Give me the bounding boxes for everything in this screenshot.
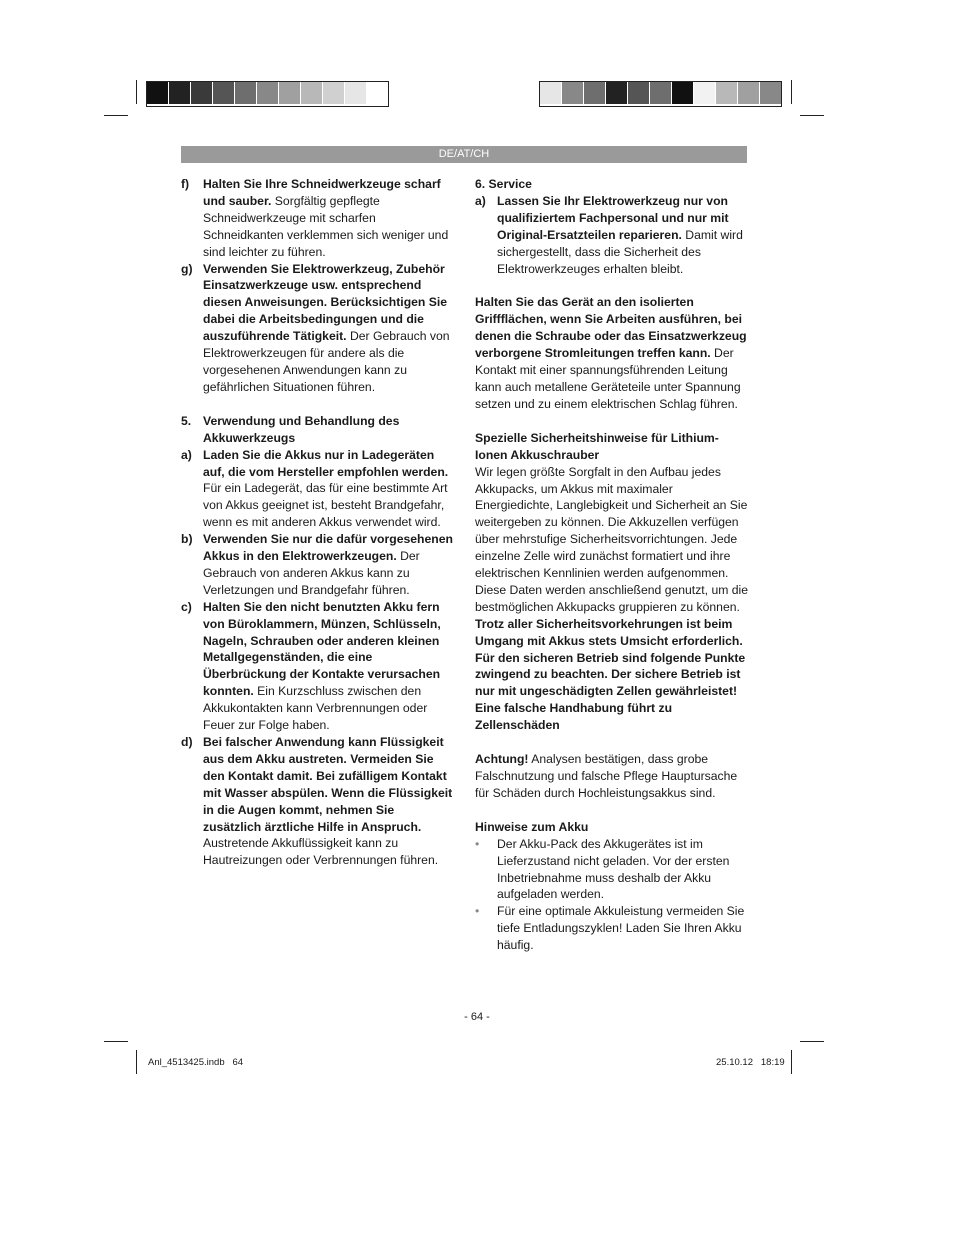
paragraph-bold: Halten Sie das Gerät an den isolierten Griffflächen, wenn Sie Arbeiten ausführen, bei denen die Schraube oder das Einsatzwerkzeug verborgene Stromleitungen treffen kann.	[475, 295, 747, 361]
item-label: c)	[181, 599, 192, 614]
crop-mark	[800, 115, 824, 116]
bullet-text: Der Akku-Pack des Akkugerätes ist im Lieferzustand nicht geladen. Vor der ersten Inbetriebnahme muss deshalb der Akku aufgeladen werden.	[497, 836, 730, 902]
paragraph-text: Wir legen größte Sorgfalt in den Aufbau jedes Akkupacks, um Akkus mit maximaler Energiedichte, Langlebigkeit und Sicherheit an Sie weitergeben zu können. Die Akkuzellen verfügen über mehrstufige Sicherheitsvorrichtungen. Jede einzelne Zelle wird zunächst formatiert und ihre elektrischen Kennlinien werden aufgenommen. Diese Daten werden anschließend genutzt, um die bestmöglichen Akkupacks gruppieren zu können.	[475, 464, 749, 614]
item-text: Ein Kurzschluss zwischen den Akkukontakten kann Verbrennungen oder Feuer zur Folge haben.	[203, 684, 428, 733]
crop-mark	[791, 1050, 792, 1074]
section-heading	[181, 413, 453, 447]
list-item	[181, 261, 453, 396]
list-item	[475, 903, 749, 954]
item-text: Für ein Ladegerät, das für eine bestimmte Art von Akkus geeignet ist, besteht Brandgefahr, wenn es mit anderen Akkus verwendet wird.	[203, 481, 448, 530]
paragraph-bold: Trotz aller Sicherheitsvorkehrungen ist beim Umgang mit Akkus stets Umsicht erforderlich. Für den sicheren Betrieb sind folgende Punkte zwingend zu beachten. Der sichere Betrieb ist nur mit ungeschädigten Zellen gewährleistet! Eine falsche Handhabung führt zu Zellenschäden	[475, 616, 746, 733]
item-label: g)	[181, 261, 193, 276]
page-number: - 64 -	[464, 1011, 490, 1023]
paragraph-text: Der Kontakt mit einer spannungsführenden Leitung kann auch metallene Geräteteile unter Spannung setzen und zu einem elektrischen Schlag führen.	[475, 346, 741, 411]
paragraph	[475, 751, 749, 802]
list-item	[181, 531, 453, 599]
item-bold: Halten Sie den nicht benutzten Akku fern von Büroklammern, Münzen, Schlüsseln, Nageln, Schrauben oder anderen kleinen Metallgegenständen, die eine Überbrückung der Kontakte verursachen konnten.	[203, 599, 441, 699]
bullet-icon: •	[475, 836, 480, 851]
item-bold: Verwenden Sie Elektrowerkzeug, Zubehör Einsatzwerkzeuge usw. entsprechend diesen Anweisungen. Berücksichtigen Sie dabei die Arbeitsbedingungen und die auszuführende Tätigkeit.	[203, 261, 448, 344]
list-item	[181, 176, 453, 261]
crop-mark	[136, 80, 137, 104]
bullet-icon: •	[475, 904, 480, 919]
paragraph-text: Analysen bestätigen, dass grobe Falschnutzung und falsche Pflege Hauptursache für Schäden durch Hochleistungsakkus sind.	[475, 752, 738, 800]
color-bar-left	[146, 81, 389, 107]
crop-mark	[136, 1050, 137, 1074]
item-label: f)	[181, 177, 190, 191]
left-column	[181, 176, 453, 869]
section-title: 6. Service	[475, 177, 532, 191]
item-text: Der Gebrauch von anderen Akkus kann zu Verletzungen und Brandgefahr führen.	[203, 549, 420, 597]
section-number: 5.	[181, 413, 192, 428]
section-title: Verwendung und Behandlung des Akkuwerkzeugs	[203, 413, 400, 445]
item-label: b)	[181, 532, 193, 547]
item-bold: Lassen Sie Ihr Elektrowerkzeug nur von qualifiziertem Fachpersonal und nur mit Original-Ersatzteilen reparieren.	[497, 193, 729, 242]
item-label: d)	[181, 735, 193, 749]
footer-file: Anl_4513425.indb 64	[148, 1057, 244, 1068]
item-label: a)	[475, 193, 486, 208]
color-bar-right	[539, 81, 782, 107]
list-item	[475, 193, 749, 278]
paragraph	[475, 294, 749, 412]
item-text: Sorgfältig gepflegte Schneidwerkzeuge mit scharfen Schneidkanten verklemmen sich weniger und sind leichter zu führen.	[203, 193, 449, 259]
item-text: Der Gebrauch von Elektrowerkzeugen für andere als die vorgesehenen Anwendungen kann zu gefährlichen Situationen führen.	[203, 329, 450, 394]
item-text: Austretende Akkuflüssigkeit kann zu Hautreizungen oder Verbrennungen führen.	[203, 836, 439, 868]
subheading: Hinweise zum Akku	[475, 819, 589, 834]
item-text: Damit wird sichergestellt, dass die Sicherheit des Elektrowerkzeuges erhalten bleibt.	[497, 227, 743, 276]
list-item	[181, 447, 453, 532]
paragraph-bold: Achtung!	[475, 752, 529, 767]
item-label: a)	[181, 447, 192, 462]
subheading: Spezielle Sicherheitshinweise für Lithium-Ionen Akkuschrauber	[475, 430, 719, 462]
crop-mark	[104, 1041, 128, 1042]
list-item	[475, 836, 749, 904]
paragraph	[475, 464, 749, 735]
item-bold: Bei falscher Anwendung kann Flüssigkeit aus dem Akku austreten. Vermeiden Sie den Kontakt damit. Bei zufälligem Kontakt mit Wasser abspülen. Wenn die Flüssigkeit in die Augen kommt, nehmen Sie zusätzlich ärztliche Hilfe in Anspruch.	[203, 735, 453, 834]
crop-mark	[791, 80, 792, 104]
item-bold: Laden Sie die Akkus nur in Ladegeräten auf, die vom Hersteller empfohlen werden.	[203, 447, 449, 479]
crop-mark	[800, 1041, 824, 1042]
item-bold: Verwenden Sie nur die dafür vorgesehenen Akkus in den Elektrowerkzeugen.	[203, 532, 453, 564]
bullet-text: Für eine optimale Akkuleistung vermeiden Sie tiefe Entladungszyklen! Laden Sie Ihren Akku häufig.	[497, 904, 745, 953]
list-item	[181, 734, 453, 869]
language-band: DE/AT/CH	[181, 146, 747, 163]
list-item	[181, 599, 453, 734]
crop-mark	[104, 115, 128, 116]
right-column	[475, 176, 749, 954]
item-bold: Halten Sie Ihre Schneidwerkzeuge scharf und sauber.	[203, 177, 441, 208]
footer-date: 25.10.12 18:19	[716, 1057, 785, 1068]
